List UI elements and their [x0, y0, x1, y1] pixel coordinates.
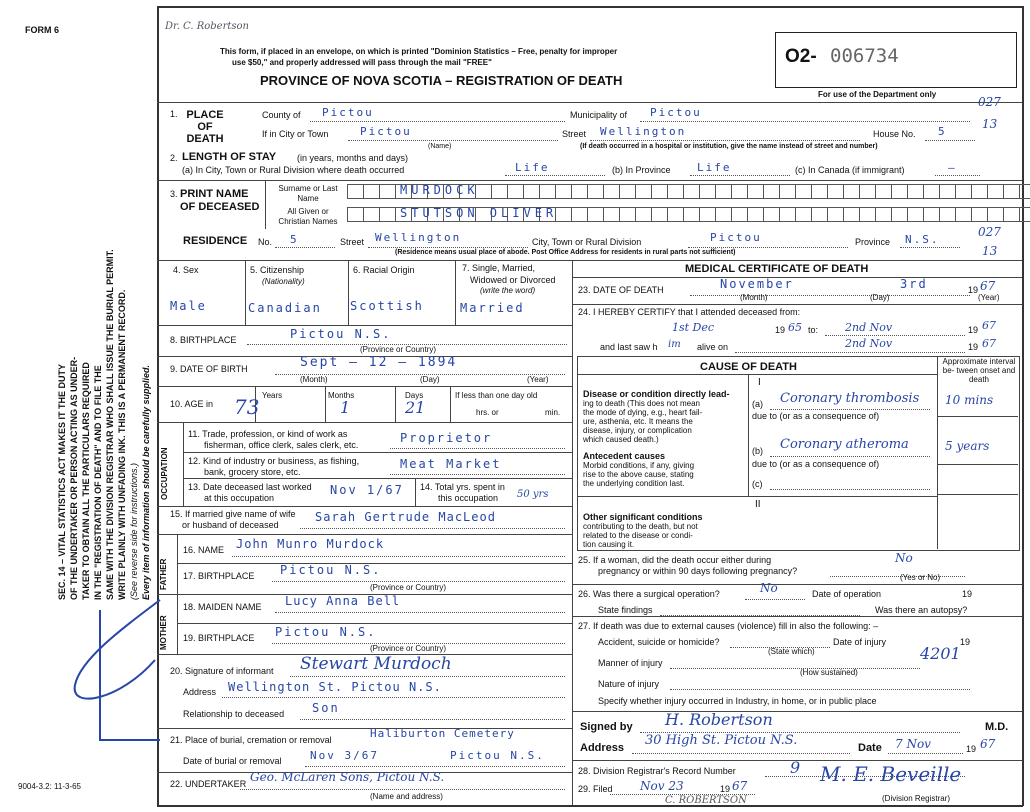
part-1: I — [758, 377, 761, 388]
letter-cell — [955, 184, 972, 199]
s23-day: 3rd — [900, 277, 928, 291]
age-months: 1 — [340, 398, 351, 417]
residence-label: RESIDENCE — [183, 235, 248, 247]
s6-value: Scottish — [350, 299, 424, 313]
s24-to-yr-pre: 19 — [968, 325, 979, 335]
s24-alive: 2nd Nov — [845, 337, 893, 350]
letter-cell — [843, 207, 860, 222]
reg-prefix: O2- — [785, 46, 817, 67]
dept-code-4: 13 — [982, 244, 998, 258]
cause-b-value: Coronary atheroma — [780, 437, 909, 452]
reg-number: 006734 — [830, 45, 899, 67]
letter-cell — [1003, 207, 1020, 222]
signed-label: Signed by — [580, 721, 633, 733]
s24-to-label: to: — [808, 325, 819, 335]
other-text-1: contributing to the death, but not — [583, 522, 698, 531]
notice-line-2: use $50," and properly addressed will pass through the mail "FREE" — [232, 58, 492, 67]
letter-cell — [651, 207, 668, 222]
muni-value: Pictou — [650, 106, 702, 119]
approx-interval: Approximate interval be- tween onset and death — [942, 357, 1016, 384]
cause-c-label: (c) — [752, 479, 763, 489]
city-label: If in City or Town — [262, 129, 329, 139]
house-value: 5 — [938, 125, 947, 138]
nature-label: Nature of injury — [598, 679, 660, 689]
hospital-note: (If death occurred in a hospital or institution, give the name instead of street and number) — [580, 143, 878, 150]
letter-cell — [587, 184, 604, 199]
s21-date-label: Date of burial or removal — [183, 756, 282, 766]
s26-label: 26. Was there a surgical operation? — [578, 589, 720, 599]
letter-cell — [795, 207, 812, 222]
s12-value: Meat Market — [400, 457, 502, 471]
s21-date: Nov 3/67 — [310, 749, 379, 762]
s9-label: 9. DATE OF BIRTH — [170, 364, 248, 374]
letter-cell — [491, 184, 508, 199]
s28-label: 28. Division Registrar's Record Number — [578, 766, 736, 776]
letter-cell — [683, 184, 700, 199]
s2-b: (b) In Province — [612, 165, 671, 175]
letter-cell — [507, 184, 524, 199]
letter-cell — [987, 207, 1004, 222]
father-label: FATHER — [159, 558, 168, 590]
city-value: Pictou — [360, 125, 412, 138]
street-label: Street — [562, 129, 587, 139]
s21-value: Haliburton Cemetery — [370, 727, 515, 740]
letter-cell — [907, 184, 924, 199]
s26-value: No — [760, 581, 778, 595]
md-label: M.D. — [985, 721, 1009, 733]
disease-label: Disease or condition directly lead- — [583, 389, 730, 399]
letter-cell — [955, 207, 972, 222]
margin-pen-mark — [60, 590, 170, 750]
letter-cell — [1019, 184, 1030, 199]
s14-label: 14. Total yrs. spent in — [420, 482, 505, 492]
letter-cell — [651, 184, 668, 199]
part-2: II — [755, 499, 761, 510]
form-label: FORM 6 — [25, 25, 60, 35]
letter-cell — [555, 207, 572, 222]
letter-cell — [571, 184, 588, 199]
div-reg-caption: (Division Registrar) — [882, 794, 951, 803]
sustained-caption: (How sustained) — [800, 668, 858, 677]
s24-alive-label: alive on — [697, 342, 729, 352]
res-prov-label: Province — [855, 237, 891, 247]
s20-value: Stewart Murdoch — [300, 654, 452, 674]
s15-label: 15. If married give name of wife — [170, 509, 296, 519]
mother-label: MOTHER — [159, 615, 168, 650]
s23-year-pre: 19 — [968, 285, 979, 295]
s8-value: Pictou N.S. — [290, 327, 392, 341]
form-code: 9004-3.2: 11-3-65 — [18, 782, 82, 791]
s22-caption: (Name and address) — [370, 792, 443, 801]
s1-num: 1. — [170, 109, 178, 119]
s11-label2: fisherman, office clerk, sales clerk, etc. — [204, 440, 359, 450]
s17-label: 17. BIRTHPLACE — [183, 571, 255, 581]
county-label: County of — [262, 110, 301, 120]
s2-sub: (in years, months and days) — [297, 153, 409, 163]
s29-value: Nov 23 — [640, 779, 684, 793]
s23-month: November — [720, 277, 794, 291]
surname-label: Surname or Last Name — [278, 184, 338, 203]
s15-label2: or husband of deceased — [182, 520, 279, 530]
s3-num: 3. — [170, 189, 178, 199]
letter-cell — [699, 184, 716, 199]
cause-a-interval: 10 mins — [945, 393, 994, 407]
s2-c: (c) In Canada (if immigrant) — [795, 165, 905, 175]
yesno-caption: (Yes or No) — [900, 573, 941, 582]
s23-year-cap: (Year) — [978, 293, 1000, 302]
signed-value: H. Robertson — [665, 710, 773, 729]
s25-value: No — [895, 551, 913, 565]
s17-caption: (Province or Country) — [370, 583, 447, 592]
letter-cell — [747, 184, 764, 199]
letter-cell — [923, 184, 940, 199]
s21-date-place: Pictou N.S. — [450, 749, 545, 762]
s4-value: Male — [170, 299, 207, 313]
cause-a-label: (a) — [752, 399, 763, 409]
letter-cell — [763, 207, 780, 222]
letter-cell — [779, 184, 796, 199]
s2-b-value: Life — [697, 161, 732, 174]
letter-cell — [731, 207, 748, 222]
s13-value: Nov 1/67 — [330, 483, 404, 497]
letter-cell — [827, 184, 844, 199]
s24-from: 1st Dec — [672, 321, 715, 334]
s2-a-value: Life — [515, 161, 550, 174]
name-caption: (Name) — [428, 143, 452, 150]
surname-value: MURDOCK — [400, 183, 479, 197]
s17-value: Pictou N.S. — [280, 563, 382, 577]
age-years: 73 — [234, 395, 260, 419]
letter-cell — [923, 207, 940, 222]
letter-cell — [795, 184, 812, 199]
state-findings-label: State findings — [598, 605, 653, 615]
s8-label: 8. BIRTHPLACE — [170, 335, 237, 345]
s13-label: 13. Date deceased last worked — [188, 482, 312, 492]
antecedent-text-2: rise to the above cause, stating — [583, 470, 694, 479]
cause-b-label: (b) — [752, 446, 763, 456]
letter-cell — [987, 184, 1004, 199]
inj-date-label: Date of injury — [833, 637, 887, 647]
less-than-day: If less than one day old — [455, 391, 538, 400]
antecedent-label: Antecedent causes — [583, 451, 666, 461]
s7-sub: (write the word) — [480, 286, 536, 295]
s3-label: PRINT NAME OF DECEASED — [180, 188, 260, 213]
res-street-label: Street — [340, 237, 365, 247]
letter-cell — [539, 184, 556, 199]
letter-cell — [875, 207, 892, 222]
s20-label: 20. Signature of informant — [170, 666, 274, 676]
s16-label: 16. NAME — [183, 545, 225, 555]
letter-cell — [523, 184, 540, 199]
code-4201: 4201 — [920, 644, 961, 663]
s23-day-cap: (Day) — [870, 293, 890, 302]
s16-value: John Munro Murdock — [236, 537, 385, 551]
letter-cell — [587, 207, 604, 222]
s24-alive-yr: 67 — [982, 337, 996, 350]
s11-value: Proprietor — [400, 431, 493, 445]
hrs-label: hrs. or — [476, 408, 499, 417]
res-city-label: City, Town or Rural Division — [532, 237, 642, 247]
s13-label2: at this occupation — [204, 493, 275, 503]
res-prov-value: N.S. — [905, 233, 940, 246]
letter-cell — [699, 207, 716, 222]
letter-cell — [747, 207, 764, 222]
dept-use: For use of the Department only — [818, 90, 937, 99]
letter-cell — [363, 207, 380, 222]
date-value: 7 Nov — [895, 737, 931, 751]
antecedent-text-1: Morbid conditions, if any, giving — [583, 461, 695, 470]
s2-num: 2. — [170, 153, 178, 163]
dept-code-2: 13 — [982, 117, 998, 131]
disease-text-1: ing to death (This does not mean — [583, 399, 700, 408]
letter-cell — [715, 207, 732, 222]
res-note: (Residence means usual place of abode. Post Office Address for residents in rural parts not sufficient) — [395, 249, 736, 256]
s12-label: 12. Kind of industry or business, as fishing, — [188, 456, 360, 466]
letter-cell — [683, 207, 700, 222]
s11-label: 11. Trade, profession, or kind of work as — [188, 429, 348, 439]
s29-label: 29. Filed — [578, 784, 613, 794]
s2-c-value: — — [948, 161, 957, 174]
days-label: Days — [405, 391, 424, 400]
form-title: PROVINCE OF NOVA SCOTIA – REGISTRATION OF DEATH — [260, 73, 623, 88]
res-no-value: 5 — [290, 233, 299, 246]
due-to-2: due to (or as a consequence of) — [752, 459, 880, 469]
sidebar-instructions: SEC. 14 – VITAL STATISTICS ACT MAKES IT THE DUTY OF THE UNDERTAKER OR PERSON ACTING AS UNDER- TAKER TO OBTAIN ALL THE PARTICULARS REQUIRED IN THE "REGISTRATION OF DEATH" AND TO FILE THE SAME WITH THE DIVISION REGISTRAR WHO SHALL ISSUE THE BURIAL PERMIT. WRITE PLAINLY WITH UNFADING INK. THIS IS A PERMANENT RECORD. (See reverse side for instructions.) Every item of information should be carefully supplied. — [57, 249, 151, 600]
s27-label: 27. If death was due to external causes (violence) fill in also the following: – — [578, 621, 879, 631]
s25-label2: pregnancy or within 90 days following pregnancy? — [598, 566, 798, 576]
s21-label: 21. Place of burial, cremation or removal — [170, 735, 332, 745]
letter-cell — [1019, 207, 1030, 222]
letter-cell — [667, 184, 684, 199]
s7-value: Married — [460, 301, 525, 315]
s24-label: 24. I HEREBY CERTIFY that I attended deceased from: — [578, 307, 801, 317]
dept-code-3: 027 — [978, 225, 1001, 239]
other-text-3: tion causing it. — [583, 540, 635, 549]
months-label: Months — [328, 391, 355, 400]
which-caption: (State which) — [768, 647, 815, 656]
s12-label2: bank, grocery store, etc. — [204, 467, 301, 477]
s23-label: 23. DATE OF DEATH — [578, 285, 664, 295]
s2-label: LENGTH OF STAY — [182, 151, 277, 163]
s25-label: 25. If a woman, did the death occur either during — [578, 555, 772, 565]
cause-title: CAUSE OF DEATH — [700, 361, 797, 373]
s20-addr: Wellington St. Pictou N.S. — [228, 680, 442, 694]
specify-label: Specify whether injury occurred in Industry, in home, or in public place — [598, 696, 877, 706]
s7-label: 7. Single, Married, — [462, 263, 536, 273]
dept-code-1: 027 — [978, 95, 1001, 109]
disease-text-3: ure, asthenia, etc. It means the — [583, 417, 693, 426]
s24-from-yr: 65 — [788, 321, 802, 334]
due-to-1: due to (or as a consequence of) — [752, 411, 880, 421]
age-days: 21 — [405, 398, 426, 417]
letter-cell — [635, 207, 652, 222]
letter-cell — [603, 184, 620, 199]
antecedent-text-3: the underlying condition last. — [583, 479, 685, 488]
med-title: MEDICAL CERTIFICATE OF DEATH — [685, 263, 869, 275]
op-yr: 19 — [962, 589, 973, 599]
letter-cell — [347, 207, 364, 222]
s10-label: 10. AGE in — [170, 399, 214, 409]
s19-caption: (Province or Country) — [370, 644, 447, 653]
letter-cell — [619, 207, 636, 222]
disease-text-2: the mode of dying, e.g., heart fail- — [583, 408, 703, 417]
res-no-label: No. — [258, 237, 273, 247]
manner-label: Manner of injury — [598, 658, 663, 668]
letter-cell — [571, 207, 588, 222]
letter-cell — [731, 184, 748, 199]
s24-alive-yr-pre: 19 — [968, 342, 979, 352]
disease-text-4: disease, injury, or complication — [583, 426, 692, 435]
s22-value: Geo. McLaren Sons, Pictou N.S. — [250, 770, 445, 784]
s18-value: Lucy Anna Bell — [285, 594, 401, 608]
addr-value: 30 High St. Pictou N.S. — [645, 733, 798, 748]
s23-year: 67 — [980, 279, 996, 293]
disease-text-5: which caused death.) — [583, 435, 659, 444]
letter-cell — [859, 207, 876, 222]
s5-label: 5. Citizenship — [250, 265, 305, 275]
s9-year: (Year) — [527, 375, 549, 384]
letter-cell — [347, 184, 364, 199]
s20-addr-label: Address — [183, 687, 217, 697]
s24-last-sex: im — [668, 339, 681, 350]
date-yr-pre: 19 — [966, 744, 977, 754]
given-label: All Given or Christian Names — [278, 207, 338, 226]
letter-cell — [891, 184, 908, 199]
letter-cell — [891, 207, 908, 222]
letter-cell — [379, 207, 396, 222]
s15-value: Sarah Gertrude MacLeod — [315, 510, 496, 524]
annot-top: Dr. C. Robertson — [165, 21, 249, 32]
letter-cell — [763, 184, 780, 199]
s20-rel-label: Relationship to deceased — [183, 709, 285, 719]
s22-label: 22. UNDERTAKER — [170, 779, 247, 789]
op-date-label: Date of operation — [812, 589, 882, 599]
letter-cell — [811, 184, 828, 199]
min-label: min. — [545, 408, 561, 417]
letter-cell — [875, 184, 892, 199]
letter-cell — [635, 184, 652, 199]
s8-caption: (Province or Country) — [360, 345, 437, 354]
letter-cell — [971, 207, 988, 222]
date-label: Date — [858, 742, 882, 754]
other-label: Other significant conditions — [583, 512, 703, 522]
notice-line-1: This form, if placed in an envelope, on which is printed "Dominion Statistics – Free, penalty for improper — [220, 47, 618, 56]
s24-to: 2nd Nov — [845, 321, 893, 334]
letter-cell — [1003, 184, 1020, 199]
letter-cell — [603, 207, 620, 222]
given-value: STUTSON OLIVER — [400, 206, 558, 220]
s23-month-cap: (Month) — [740, 293, 768, 302]
s9-day: (Day) — [420, 375, 440, 384]
s19-label: 19. BIRTHPLACE — [183, 633, 255, 643]
accident-label: Accident, suicide or homicide? — [598, 637, 720, 647]
years-label: Years — [262, 391, 283, 400]
s19-value: Pictou N.S. — [275, 625, 377, 639]
s5-sub: (Nationality) — [262, 277, 305, 286]
s2-a: (a) In City, Town or Rural Division where death occurred — [182, 165, 405, 175]
s24-last-label: and last saw h — [600, 342, 658, 352]
s6-label: 6. Racial Origin — [353, 265, 415, 275]
s4-label: 4. Sex — [173, 265, 199, 275]
letter-cell — [363, 184, 380, 199]
letter-cell — [715, 184, 732, 199]
letter-cell — [827, 207, 844, 222]
s24-from-yr-pre: 19 — [775, 325, 786, 335]
letter-cell — [971, 184, 988, 199]
letter-cell — [619, 184, 636, 199]
street-value: Wellington — [600, 125, 687, 138]
letter-cell — [907, 207, 924, 222]
letter-cell — [779, 207, 796, 222]
s18-label: 18. MAIDEN NAME — [183, 602, 262, 612]
s14-value: 50 yrs — [517, 489, 549, 500]
letter-cell — [939, 184, 956, 199]
s5-value: Canadian — [248, 301, 322, 315]
s9-value: Sept – 12 – 1894 — [300, 355, 458, 370]
inj-yr: 19 — [960, 637, 971, 647]
letter-cell — [667, 207, 684, 222]
s28-value: 9 — [790, 758, 801, 777]
s14-label2: this occupation — [438, 493, 499, 503]
muni-label: Municipality of — [570, 110, 628, 120]
s24-to-yr: 67 — [982, 319, 996, 332]
autopsy-label: Was there an autopsy? — [875, 605, 968, 615]
other-text-2: related to the disease or condi- — [583, 531, 693, 540]
letter-cell — [379, 184, 396, 199]
letter-cell — [843, 184, 860, 199]
res-street-value: Wellington — [375, 231, 462, 244]
s9-month: (Month) — [300, 375, 328, 384]
house-label: House No. — [873, 129, 916, 139]
letter-cell — [859, 184, 876, 199]
s29-yr-pre: 19 — [720, 784, 731, 794]
res-city-value: Pictou — [710, 231, 762, 244]
letter-cell — [555, 184, 572, 199]
letter-cell — [811, 207, 828, 222]
cause-b-interval: 5 years — [945, 439, 990, 453]
addr-label: Address — [580, 742, 625, 754]
cause-a-value: Coronary thrombosis — [780, 391, 920, 406]
s1-label: PLACE OF DEATH — [186, 109, 224, 145]
county-value: Pictou — [322, 106, 374, 119]
letter-cell — [939, 207, 956, 222]
s7-label2: Widowed or Divorced — [470, 275, 556, 285]
annot-bottom: C. ROBERTSON — [665, 795, 747, 806]
s20-rel: Son — [312, 701, 340, 715]
date-yr: 67 — [980, 737, 996, 751]
s29-yr: 67 — [732, 779, 748, 793]
registrar-signature: M. E. Beveille — [820, 762, 962, 786]
occupation-label: OCCUPATION — [160, 447, 169, 500]
